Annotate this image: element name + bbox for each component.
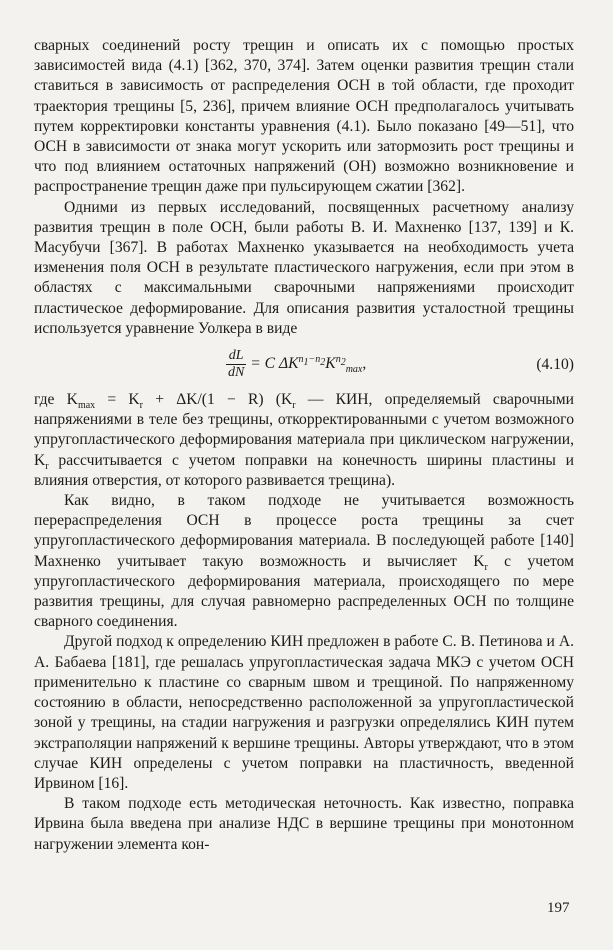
formula-fraction [226,348,246,381]
paragraph-3: где $K_{max} = K_r + \Delta K/(1 - R)$ ($K_r$ — КИН, определяемый сварочными напряжениями в теле без трещины, откорректированными с учетом возможного упругопластического деформирования материала при циклическом нагружении, $K_r$ рассчитывается с учетом поправки на конечность ширины пластины и влияния отверстия, от которого развивается трещина). [34,391,574,489]
equation-number: (4.10) [536,356,574,374]
formula-rhs: = C $\Delta K^{n_1-n_2}K^{n_2}_{max}$, [250,354,367,376]
formula-expression [226,348,366,381]
paragraph-1: сварных соединений росту трещин и описать их с помощью простых зависимостей вида (4.1) [362, 370, 374]. Затем оценки развития трещин стали ставиться в зависимость от распределения ОСН в той области, где проходит траектория трещины [5, 236], причем влияние ОСН предполагалось учитывать путем корректировки константы уравнения (4.1). Было показано [49—51], что ОСН в зависимости от знака могут ускорить или затормозить рост трещины и что под влиянием остаточных напряжений (ОН) возможно возникновение и распространение трещин даже при пульсирующем сжатии [362]. [34,37,574,196]
paragraph-5: Другой подход к определению КИН предложен в работе С. В. Петинова и А. А. Бабаева [181], где решалась упругопластическая задача МКЭ с учетом ОСН применительно к пластине со сварным швом и трещиной. По напряженному состоянию в области, непосредственно расположенной за упругопластической зоной у трещины, на стадии нагружения и разгрузки определялись КИН путем экстраполяции напряжений к вершине трещины. Авторы утверждают, что в этом случае КИН определены с учетом поправки на пластичность, введенной Ирвином [16]. [34,633,574,792]
page-number: 197 [547,900,570,916]
formula-denominator: dN [228,365,245,381]
paragraph-6: В таком подходе есть методическая неточность. Как известно, поправка Ирвина была введена при анализе НДС в вершине трещины при монотонном нагружении элемента кон- [34,795,574,853]
paragraph-2: Одними из первых исследований, посвященных расчетному анализу развития трещин в поле ОСН, были работы В. И. Махненко [137, 139] и К. Масубучи [367]. В работах Махненко указывается на необходимость учета изменения поля ОСН в результате пластического нагружения, если при этом в областях с максимальными сварочными напряжениями происходит пластическое деформирование. Для описания развития усталостной трещины используется уравнение Уолкера в виде [34,198,574,337]
paragraph-4: Как видно, в таком подходе не учитывается возможность перераспределения ОСН в процессе роста трещины за счет упругопластического деформирования материала. В последующей работе [140] Махненко учитывает такую возможность и вычисляет $K_r$ с учетом упругопластического деформирования материала, происходящего по мере развития трещины, для случая равномерно распределенных ОСН по толщине сварного соединения. [34,492,574,631]
page-body [34,36,574,855]
formula-4-10 [34,342,574,386]
formula-numerator: dL [226,348,246,365]
